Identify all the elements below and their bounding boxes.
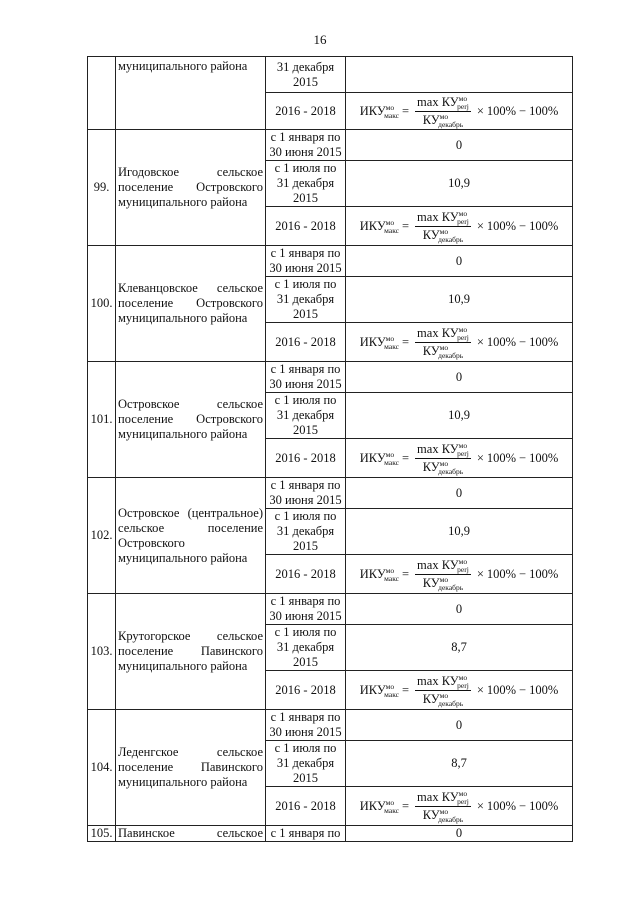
value-cell: 0 [346, 130, 573, 161]
value-cell: 10,9 [346, 277, 573, 323]
value-cell: 0 [346, 246, 573, 277]
row-number: 102. [88, 478, 116, 594]
municipality-name: Крутогорское сельское поселение Павинского муниципального района [116, 594, 266, 710]
period-cell: с 1 июля по 31 декабря 2015 [266, 509, 346, 555]
formula-cell [346, 207, 573, 246]
period-cell: с 1 июля по 31 декабря 2015 [266, 393, 346, 439]
row-number: 105. [88, 826, 116, 842]
formula-cell [346, 323, 573, 362]
period-cell: с 1 июля по 31 декабря 2015 [266, 161, 346, 207]
municipality-name: муниципального района [116, 57, 266, 130]
formula: $ИКУ^{мо}_{макс}$ = $\frac{\max КУ^{мо}_{perj}}{КУ^{мо}_{декабрь}}$ × 100% − 100% [359, 672, 559, 708]
value-cell: 10,9 [346, 509, 573, 555]
formula-fraction: $\frac{\max КУ^{мо}_{perj}}{КУ^{мо}_{декабрь}}$ [417, 672, 469, 708]
formula-fraction: $\frac{\max КУ^{мо}_{perj}}{КУ^{мо}_{декабрь}}$ [417, 556, 469, 592]
value-cell: 8,7 [346, 741, 573, 787]
formula: $ИКУ^{мо}_{макс}$ = $\frac{\max КУ^{мо}_{perj}}{КУ^{мо}_{декабрь}}$ × 100% − 100% [359, 556, 559, 592]
period-cell: 2016 - 2018 [266, 555, 346, 594]
period-cell: 2016 - 2018 [266, 207, 346, 246]
row-number: 104. [88, 710, 116, 826]
formula-cell [346, 439, 573, 478]
row-number: 101. [88, 362, 116, 478]
value-cell: 0 [346, 826, 573, 842]
formula: $ИКУ^{мо}_{макс}$ = $\frac{\max КУ^{мо}_{perj}}{КУ^{мо}_{декабрь}}$ × 100% − 100% [359, 788, 559, 824]
period-cell: 2016 - 2018 [266, 671, 346, 710]
period-cell: с 1 января по 30 июня 2015 [266, 362, 346, 393]
row-number: 99. [88, 130, 116, 246]
value-cell [346, 57, 573, 93]
period-cell: 2016 - 2018 [266, 323, 346, 362]
municipality-name: Павинское сельское [116, 826, 266, 842]
formula: $ИКУ^{мо}_{макс}$ = $\frac{\max КУ^{мо}_{perj}}{КУ^{мо}_{декабрь}}$ × 100% − 100% [359, 324, 559, 360]
period-cell: с 1 июля по 31 декабря 2015 [266, 625, 346, 671]
period-cell: с 1 января по 30 июня 2015 [266, 246, 346, 277]
formula-fraction: $\frac{\max КУ^{мо}_{perj}}{КУ^{мо}_{декабрь}}$ [417, 788, 469, 824]
period-cell: 2016 - 2018 [266, 439, 346, 478]
formula-lhs: $ИКУ^{мо}_{макс}$ [359, 449, 399, 467]
formula-lhs: $ИКУ^{мо}_{макс}$ [359, 217, 399, 235]
value-cell: 10,9 [346, 393, 573, 439]
formula: $ИКУ^{мо}_{макс}$ = $\frac{\max КУ^{мо}_{perj}}{КУ^{мо}_{декабрь}}$ × 100% − 100% [359, 208, 559, 244]
period-cell: 31 декабря 2015 [266, 57, 346, 93]
formula-fraction: $\frac{\max КУ^{мо}_{perj}}{КУ^{мо}_{декабрь}}$ [417, 93, 469, 129]
value-cell: 0 [346, 710, 573, 741]
row-number [88, 57, 116, 130]
municipality-name: Островское (центральное) сельское поселение Островского муниципального района [116, 478, 266, 594]
row-number: 103. [88, 594, 116, 710]
formula: $ИКУ^{мо}_{макс}$ = $\frac{\max КУ^{мо}_{perj}}{КУ^{мо}_{декабрь}}$ × 100% − 100% [359, 93, 559, 129]
formula-fraction: $\frac{\max КУ^{мо}_{perj}}{КУ^{мо}_{декабрь}}$ [417, 440, 469, 476]
table-row [88, 130, 573, 161]
value-cell: 0 [346, 362, 573, 393]
value-cell: 0 [346, 594, 573, 625]
formula-fraction: $\frac{\max КУ^{мо}_{perj}}{КУ^{мо}_{декабрь}}$ [417, 324, 469, 360]
value-cell: 8,7 [346, 625, 573, 671]
formula-cell [346, 93, 573, 130]
municipality-name: Игодовское сельское поселение Островского муниципального района [116, 130, 266, 246]
formula-cell [346, 787, 573, 826]
period-cell: 2016 - 2018 [266, 93, 346, 130]
period-cell: с 1 января по 30 июня 2015 [266, 478, 346, 509]
value-cell: 0 [346, 478, 573, 509]
period-cell: с 1 июля по 31 декабря 2015 [266, 741, 346, 787]
period-cell: с 1 января по 30 июня 2015 [266, 710, 346, 741]
table-row [88, 710, 573, 741]
period-cell: с 1 января по [266, 826, 346, 842]
table-row [88, 594, 573, 625]
period-cell: 2016 - 2018 [266, 787, 346, 826]
formula-lhs: $ИКУ^{мо}_{макс}$ [359, 565, 399, 583]
municipality-name: Леденгское сельское поселение Павинского муниципального района [116, 710, 266, 826]
row-number: 100. [88, 246, 116, 362]
table-row [88, 57, 573, 93]
period-cell: с 1 июля по 31 декабря 2015 [266, 277, 346, 323]
formula-lhs: $ИКУ^{мо}_{макс}$ [359, 102, 399, 120]
formula-cell [346, 671, 573, 710]
municipality-name: Клеванцовское сельское поселение Островского муниципального района [116, 246, 266, 362]
formula: $ИКУ^{мо}_{макс}$ = $\frac{\max КУ^{мо}_{perj}}{КУ^{мо}_{декабрь}}$ × 100% − 100% [359, 440, 559, 476]
formula-lhs: $ИКУ^{мо}_{макс}$ [359, 333, 399, 351]
table-row [88, 362, 573, 393]
period-cell: с 1 января по 30 июня 2015 [266, 594, 346, 625]
municipality-name: Островское сельское поселение Островского муниципального района [116, 362, 266, 478]
formula-fraction: $\frac{\max КУ^{мо}_{perj}}{КУ^{мо}_{декабрь}}$ [417, 208, 469, 244]
value-cell: 10,9 [346, 161, 573, 207]
tariff-table [87, 56, 573, 842]
formula-lhs: $ИКУ^{мо}_{макс}$ [359, 797, 399, 815]
formula-lhs: $ИКУ^{мо}_{макс}$ [359, 681, 399, 699]
period-cell: с 1 января по 30 июня 2015 [266, 130, 346, 161]
page-number: 16 [313, 32, 327, 47]
formula-cell [346, 555, 573, 594]
table-row [88, 246, 573, 277]
table-row [88, 826, 573, 842]
table-row [88, 478, 573, 509]
